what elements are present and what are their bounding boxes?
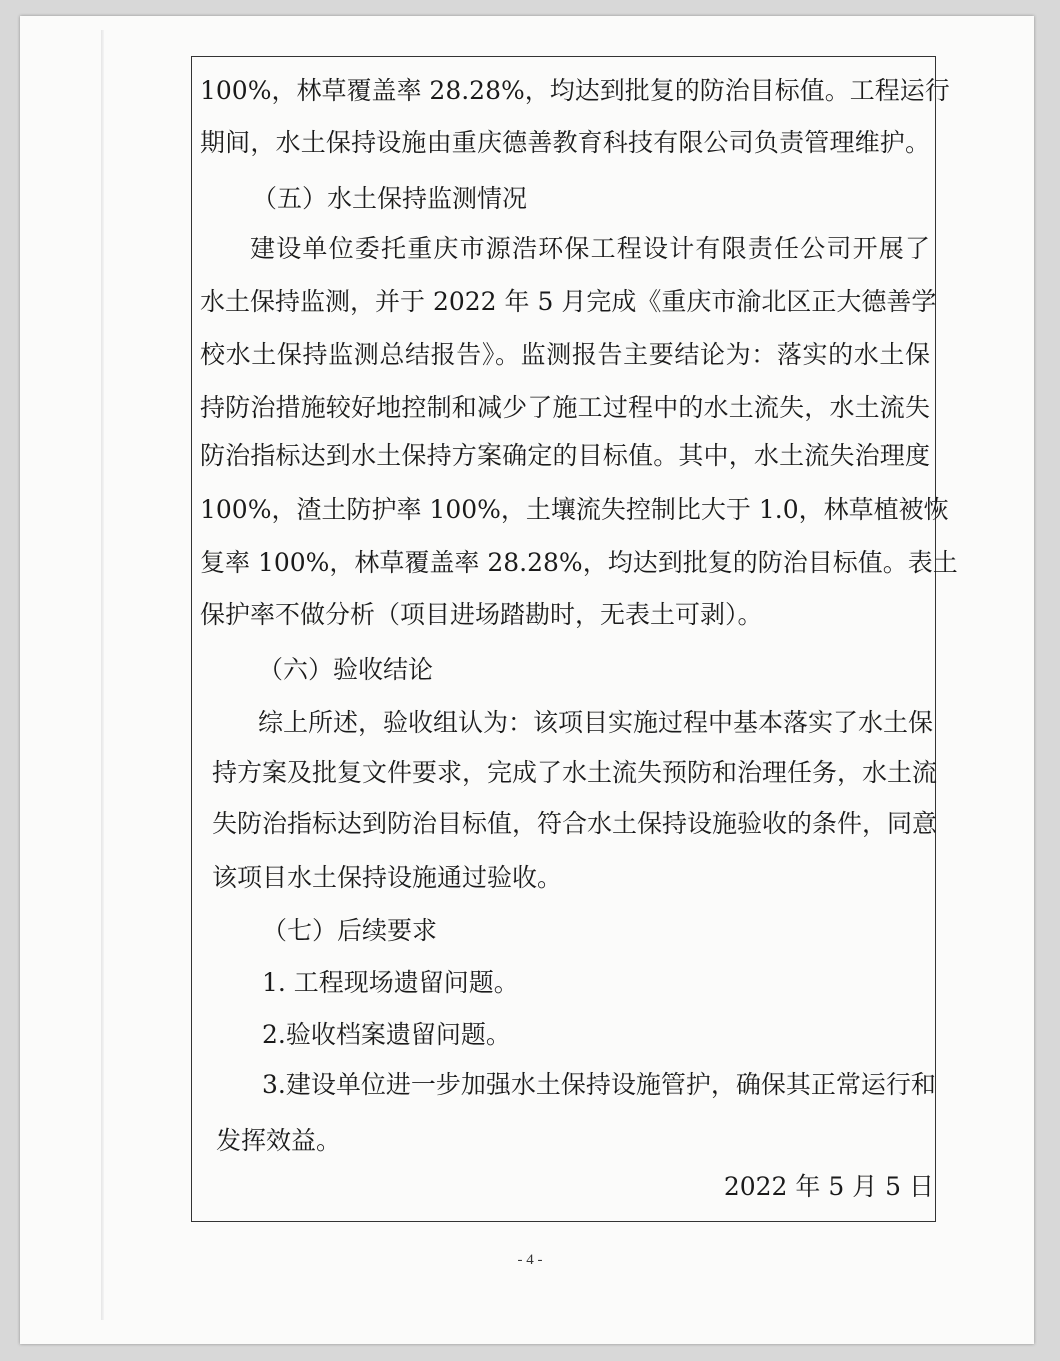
text-line: 防治指标达到水土保持方案确定的目标值。其中，水土流失治理度: [200, 441, 930, 470]
section-heading-6: （六）验收结论: [258, 655, 434, 684]
text-line: 综上所述，验收组认为：该项目实施过程中基本落实了水土保: [258, 708, 934, 737]
text-line: 失防治指标达到防治目标值，符合水土保持设施验收的条件，同意: [212, 809, 938, 838]
text-line: 该项目水土保持设施通过验收。: [212, 863, 563, 892]
page-number: - 4 -: [517, 1252, 543, 1268]
document-date: 2022 年 5 月 5 日: [723, 1172, 934, 1201]
text-line: 校水土保持监测总结报告》。监测报告主要结论为：落实的水土保: [200, 340, 930, 369]
text-line: 100%，林草覆盖率 28.28%，均达到批复的防治目标值。工程运行: [200, 76, 950, 105]
text-line: 保护率不做分析（项目进场踏勘时，无表土可剥）。: [200, 600, 763, 629]
text-line: 建设单位委托重庆市源浩环保工程设计有限责任公司开展了: [250, 234, 930, 263]
text-line: 持方案及批复文件要求，完成了水土流失预防和治理任务，水土流: [212, 758, 938, 787]
text-line: 发挥效益。: [216, 1126, 342, 1155]
text-line: 100%，渣土防护率 100%，土壤流失控制比大于 1.0，林草植被恢: [200, 495, 949, 524]
text-line: 持防治措施较好地控制和减少了施工过程中的水土流失，水土流失: [200, 393, 930, 422]
text-line: 水土保持监测，并于 2022 年 5 月完成《重庆市渝北区正大德善学: [200, 287, 937, 316]
section-heading-7: （七）后续要求: [262, 916, 438, 945]
text-line: 期间，水土保持设施由重庆德善教育科技有限公司负责管理维护。: [200, 128, 930, 157]
list-item: 2.验收档案遗留问题。: [262, 1020, 511, 1049]
list-item: 3.建设单位进一步加强水土保持设施管护，确保其正常运行和: [262, 1070, 936, 1099]
section-heading-5: （五）水土保持监测情况: [252, 184, 528, 213]
list-item: 1. 工程现场遗留问题。: [262, 968, 519, 997]
page-fold-shadow: [101, 30, 104, 1320]
text-line: 复率 100%，林草覆盖率 28.28%，均达到批复的防治目标值。表土: [200, 548, 958, 577]
